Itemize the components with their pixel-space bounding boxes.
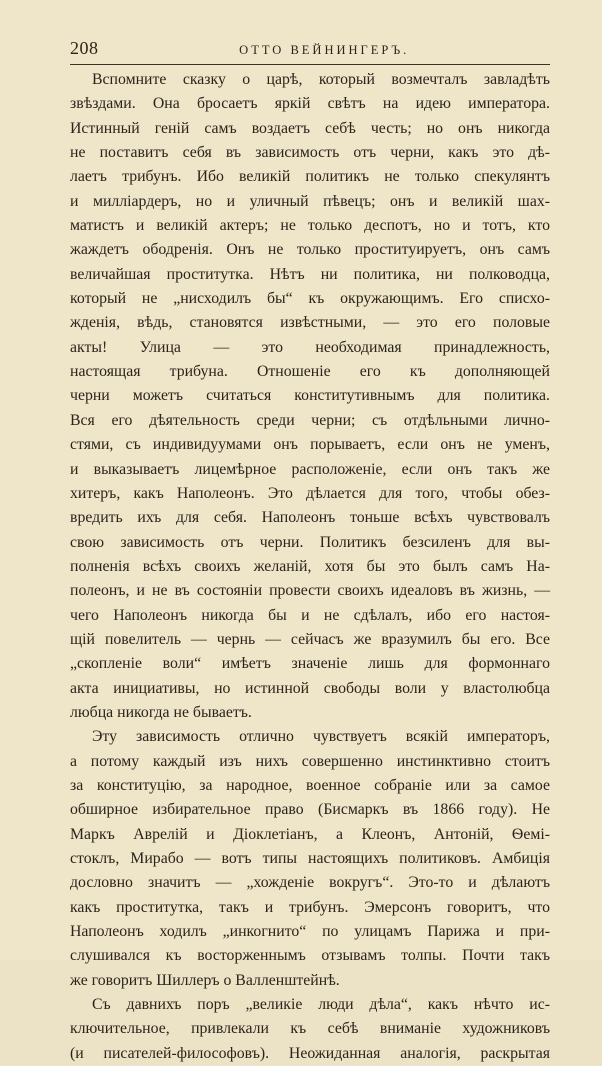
- text-line: слушивался къ восторженнымъ отзывамъ толпы. Почти такъ: [70, 947, 550, 965]
- text-line: и миллiардеръ, но и уличный пѣвецъ; онъ и великій шах-: [70, 192, 550, 210]
- text-line: „скопленіе воли“ имѣетъ значеніе лишь для формоннаго: [70, 655, 550, 673]
- text-line: настоящая трибуна. Отношеніе его къ дополняющей: [70, 363, 550, 381]
- text-line: жденія, вѣдь, становятся извѣстными, — это его половые: [70, 314, 550, 332]
- text-line: Вспомните сказку о царѣ, который возмечталъ завладѣть: [92, 71, 550, 88]
- page-number: 208: [70, 38, 99, 58]
- body-text: [70, 68, 550, 1066]
- text-line: обширное избирательное право (Бисмаркъ въ 1866 году). Не: [70, 801, 550, 819]
- text-line: звѣздами. Она бросаетъ яркій свѣтъ на идею императора.: [70, 95, 550, 113]
- text-line: хитеръ, какъ Наполеонъ. Это дѣлается для того, чтобы обез-: [70, 484, 550, 502]
- text-line: же говоритъ Шиллеръ о Валленштейнѣ.: [70, 971, 340, 989]
- text-line: полненія всѣхъ своихъ желаній, хотя бы это былъ самъ На-: [70, 557, 550, 575]
- text-line: вредить ихъ для себя. Наполеонъ тоньше всѣхъ чувствовалъ: [70, 509, 550, 527]
- header-rule: [70, 64, 550, 65]
- text-line: какъ проститутка, такъ и трибунъ. Эмерсонъ говоритъ, что: [70, 898, 550, 916]
- text-line: акта инициативы, но истинной свободы воли у властолюбца: [70, 679, 550, 697]
- text-line: лаетъ трибунъ. Ибо великій политикъ не только спекулянтъ: [70, 168, 550, 186]
- text-line: Эту зависимость отлично чувствуетъ всякій императоръ,: [92, 728, 550, 746]
- text-line: жаждетъ ободренія. Онъ не только проституируетъ, онъ самъ: [70, 241, 550, 259]
- text-line: величайшая проститутка. Нѣтъ ни политика, ни полководца,: [70, 265, 550, 283]
- text-line: который не „нисходилъ бы“ къ окружающимъ. Его списхо-: [70, 290, 550, 308]
- text-line: а потому каждый изъ нихъ совершенно инстинктивно стоитъ: [70, 752, 550, 770]
- text-line: Вся его дѣятельность среди черни; съ отдѣльными лично-: [70, 411, 550, 429]
- text-line: (и писателей-философовъ). Неожиданная аналогія, раскрытая: [70, 1044, 550, 1062]
- text-line: стями, съ индивидуумами онъ порываетъ, если онъ не уменъ,: [70, 436, 550, 454]
- page-header: [70, 38, 550, 64]
- running-head: ОТТО ВЕЙНИНГЕРЪ.: [239, 43, 410, 57]
- text-line: полеонъ, и не въ состояніи провести своихъ идеаловъ въ жизнь, —: [70, 582, 550, 600]
- text-line: стоклъ, Мирабо — вотъ типы настоящихъ политиковъ. Амбиція: [70, 850, 550, 867]
- text-line: чего Наполеонъ никогда бы и не сдѣлалъ, ибо его настоя-: [70, 606, 550, 624]
- text-line: не поставитъ себя въ зависимость отъ черни, какъ это дѣ-: [70, 144, 550, 162]
- text-line: за конституцію, за народное, военное собраніе или за самое: [70, 776, 550, 794]
- text-line: Истинный геній самъ воздаетъ себѣ честь; но онъ никогда: [70, 119, 550, 137]
- text-line: дословно значитъ — „хожденіе вокругъ“. Это-то и дѣлаютъ: [70, 874, 550, 892]
- text-line: черни можетъ считаться конститутивнымъ для политика.: [70, 387, 550, 405]
- text-line: любца никогда не бываетъ.: [70, 703, 252, 721]
- text-line: матистъ и великій актеръ; не только деспотъ, но и тотъ, кто: [70, 217, 550, 235]
- text-line: Съ давнихъ поръ „великіе люди дѣла“, какъ нѣчто ис-: [92, 996, 550, 1014]
- text-line: свою зависимость отъ черни. Политикъ безсиленъ для вы-: [70, 533, 550, 551]
- text-line: акты! Улица — это необходимая принадлежность,: [70, 338, 550, 356]
- text-line: Маркъ Аврелій и Діоклетіанъ, а Клеонъ, Антоній, Ѳемі-: [70, 825, 550, 843]
- text-line: Наполеонъ ходилъ „инкогнито“ по улицамъ Парижа и при-: [70, 923, 550, 941]
- text-line: ключительное, привлекали къ себѣ вниманіе художниковъ: [70, 1020, 550, 1038]
- text-line: и выказываетъ лицемѣрное расположеніе, если онъ такъ же: [70, 460, 550, 478]
- text-line: щій повелитель — чернь — сейчасъ же вразумилъ бы его. Все: [70, 630, 550, 648]
